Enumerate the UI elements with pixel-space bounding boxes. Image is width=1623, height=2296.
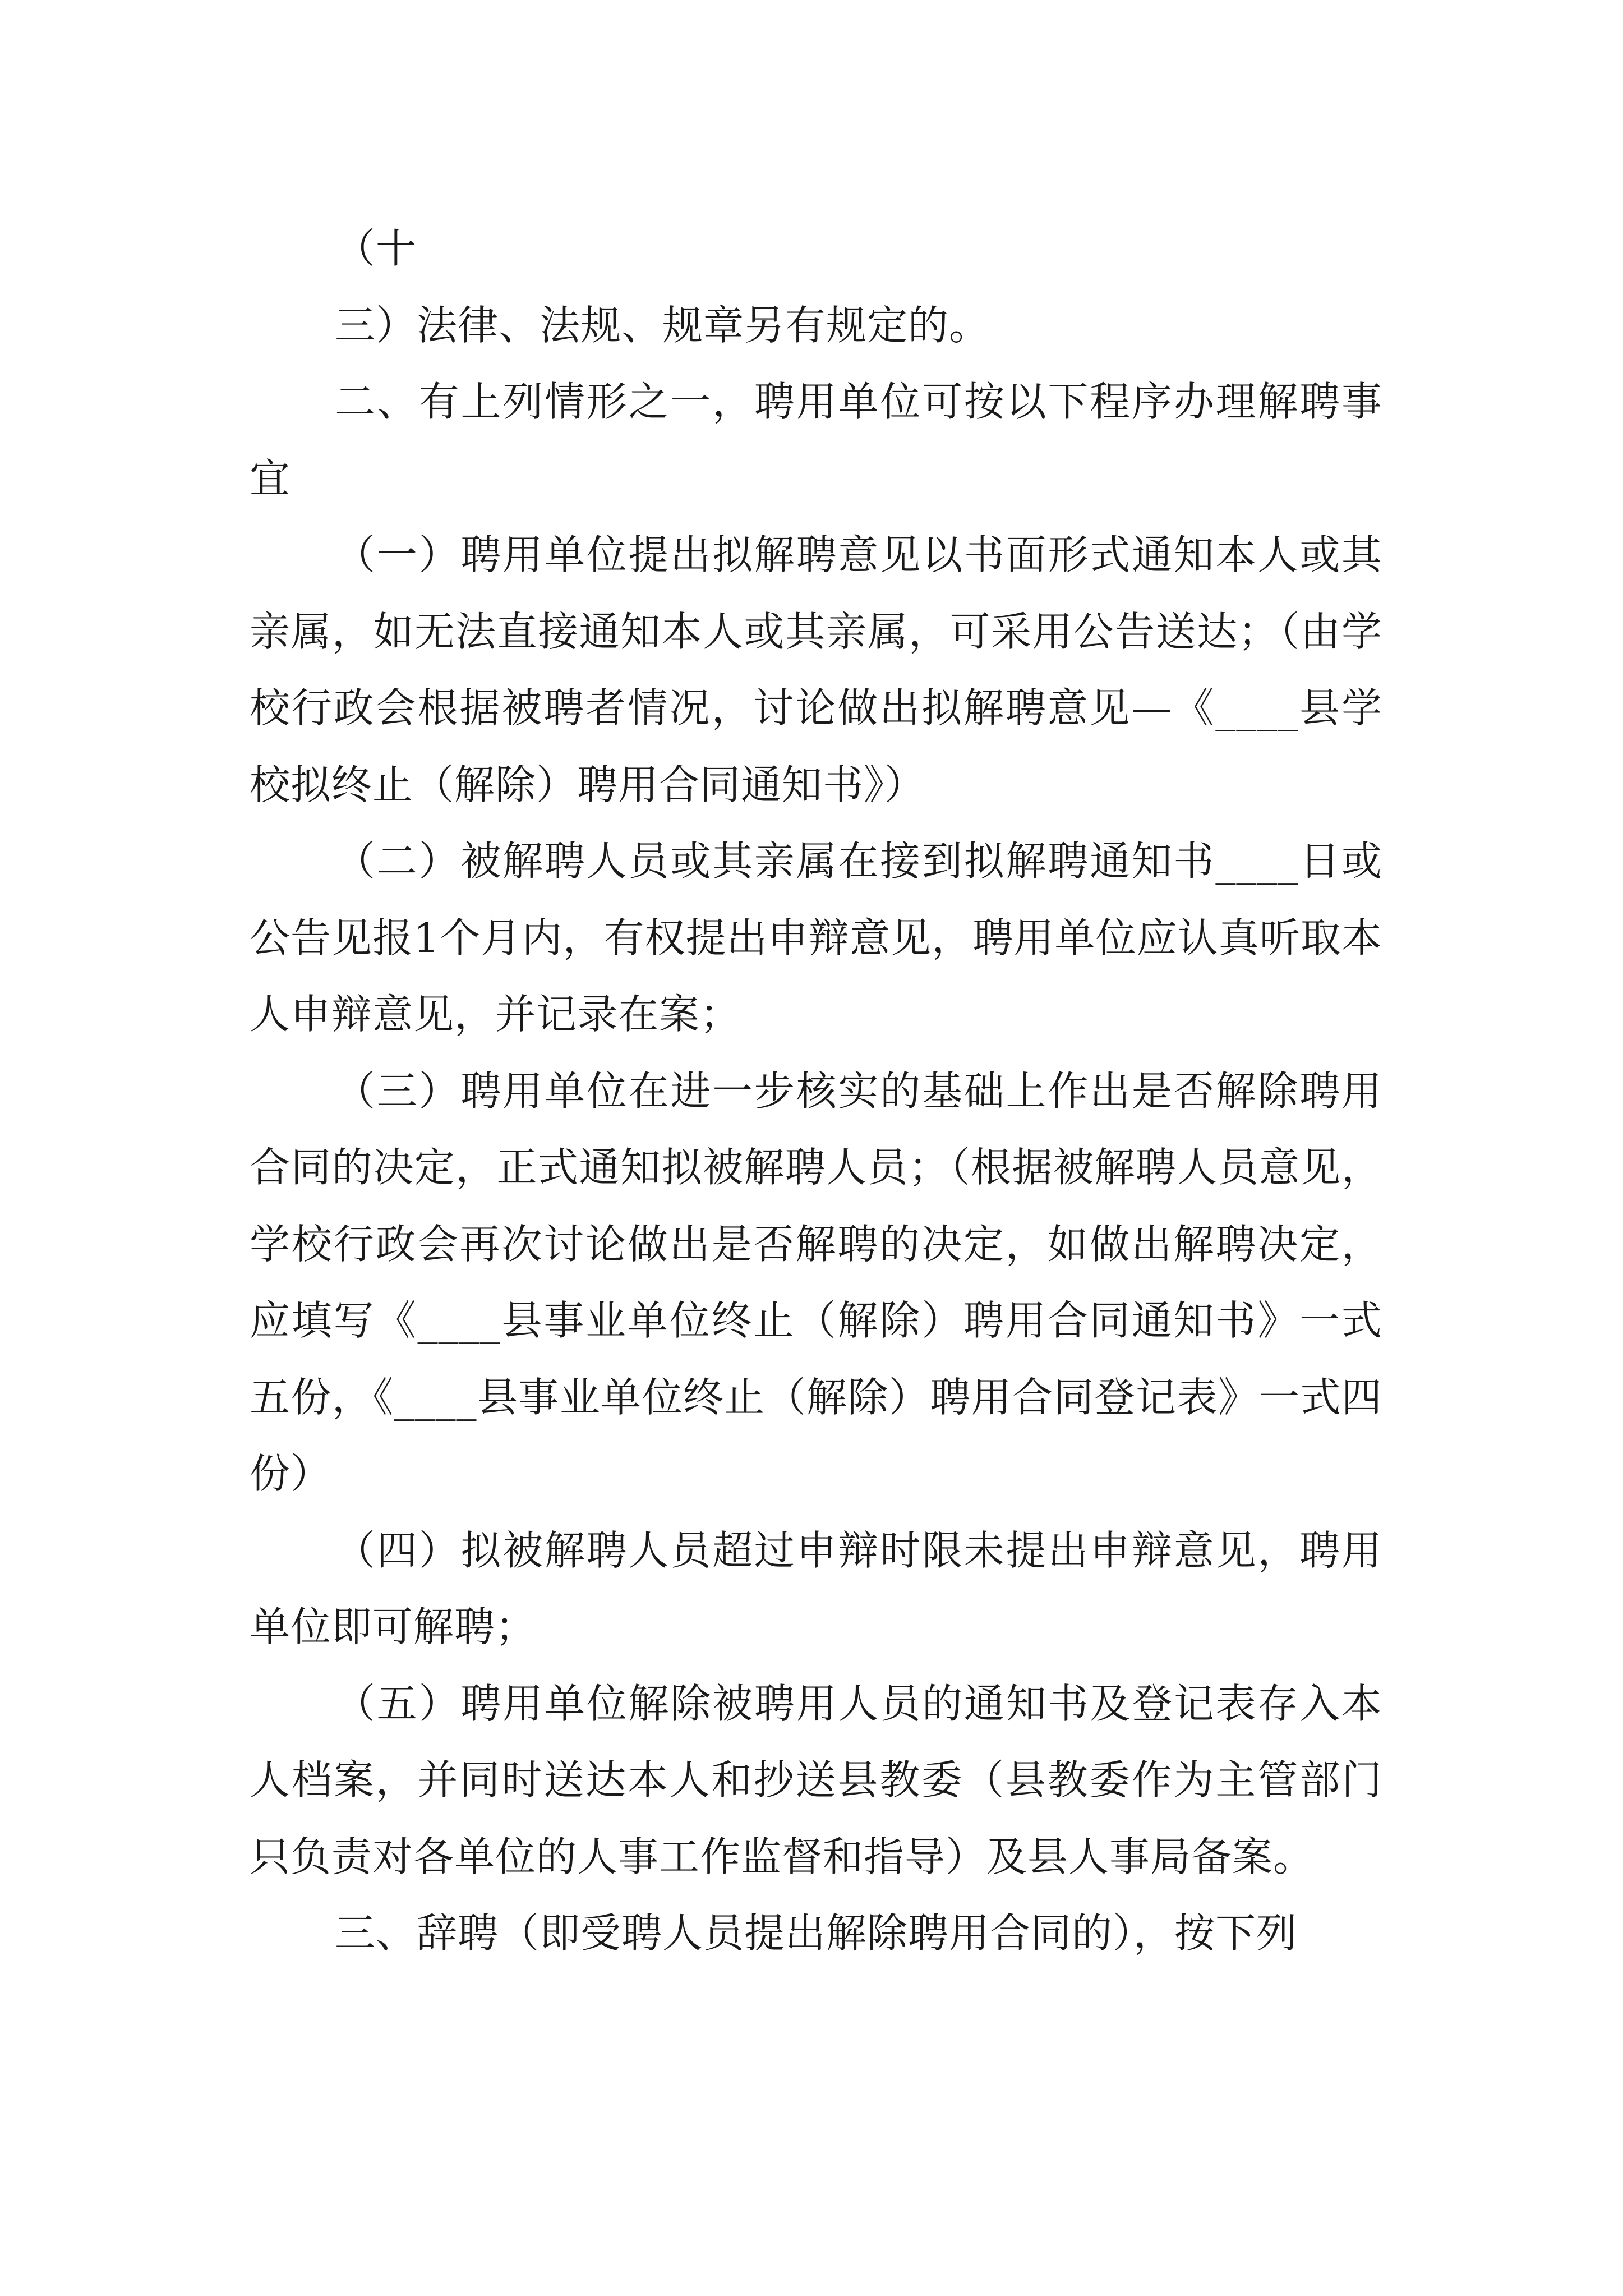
paragraph-step-3: （三）聘用单位在进一步核实的基础上作出是否解除聘用合同的决定，正式通知拟被解聘人员；（根据被解聘人员意见，学校行政会再次讨论做出是否解聘的决定，如做出解聘决定，应填写《____县事业单位终止（解除）聘用合同通知书》一式五份，《____县事业单位终止（解除）聘用合同登记表》一式四份） [250, 1067, 1382, 1497]
paragraph-section-2-heading: 二、有上列情形之一，聘用单位可按以下程序办理解聘事宜 [250, 378, 1382, 502]
paragraph-item-13-end: 三）法律、法规、规章另有规定的。 [335, 301, 990, 349]
paragraph-step-4: （四）拟被解聘人员超过申辩时限未提出申辩意见，聘用单位即可解聘； [250, 1526, 1382, 1650]
paragraph-item-13-start: （十 [335, 225, 417, 272]
paragraph-section-3-heading: 三、辞聘（即受聘人员提出解除聘用合同的），按下列 [335, 1910, 1298, 1957]
paragraph-step-5: （五）聘用单位解除被聘用人员的通知书及登记表存入本人档案，并同时送达本人和抄送县教委（县教委作为主管部门只负责对各单位的人事工作监督和指导）及县人事局备案。 [250, 1680, 1382, 1880]
paragraph-step-2: （二）被解聘人员或其亲属在接到拟解聘通知书____日或公告见报1个月内，有权提出申辩意见，聘用单位应认真听取本人申辩意见，并记录在案； [250, 838, 1382, 1038]
paragraph-step-1: （一）聘用单位提出拟解聘意见以书面形式通知本人或其亲属，如无法直接通知本人或其亲属，可采用公告送达；（由学校行政会根据被聘者情况，讨论做出拟解聘意见—《____县学校拟终止（解除）聘用合同通知书》） [250, 531, 1382, 808]
document-body [250, 210, 1382, 1972]
